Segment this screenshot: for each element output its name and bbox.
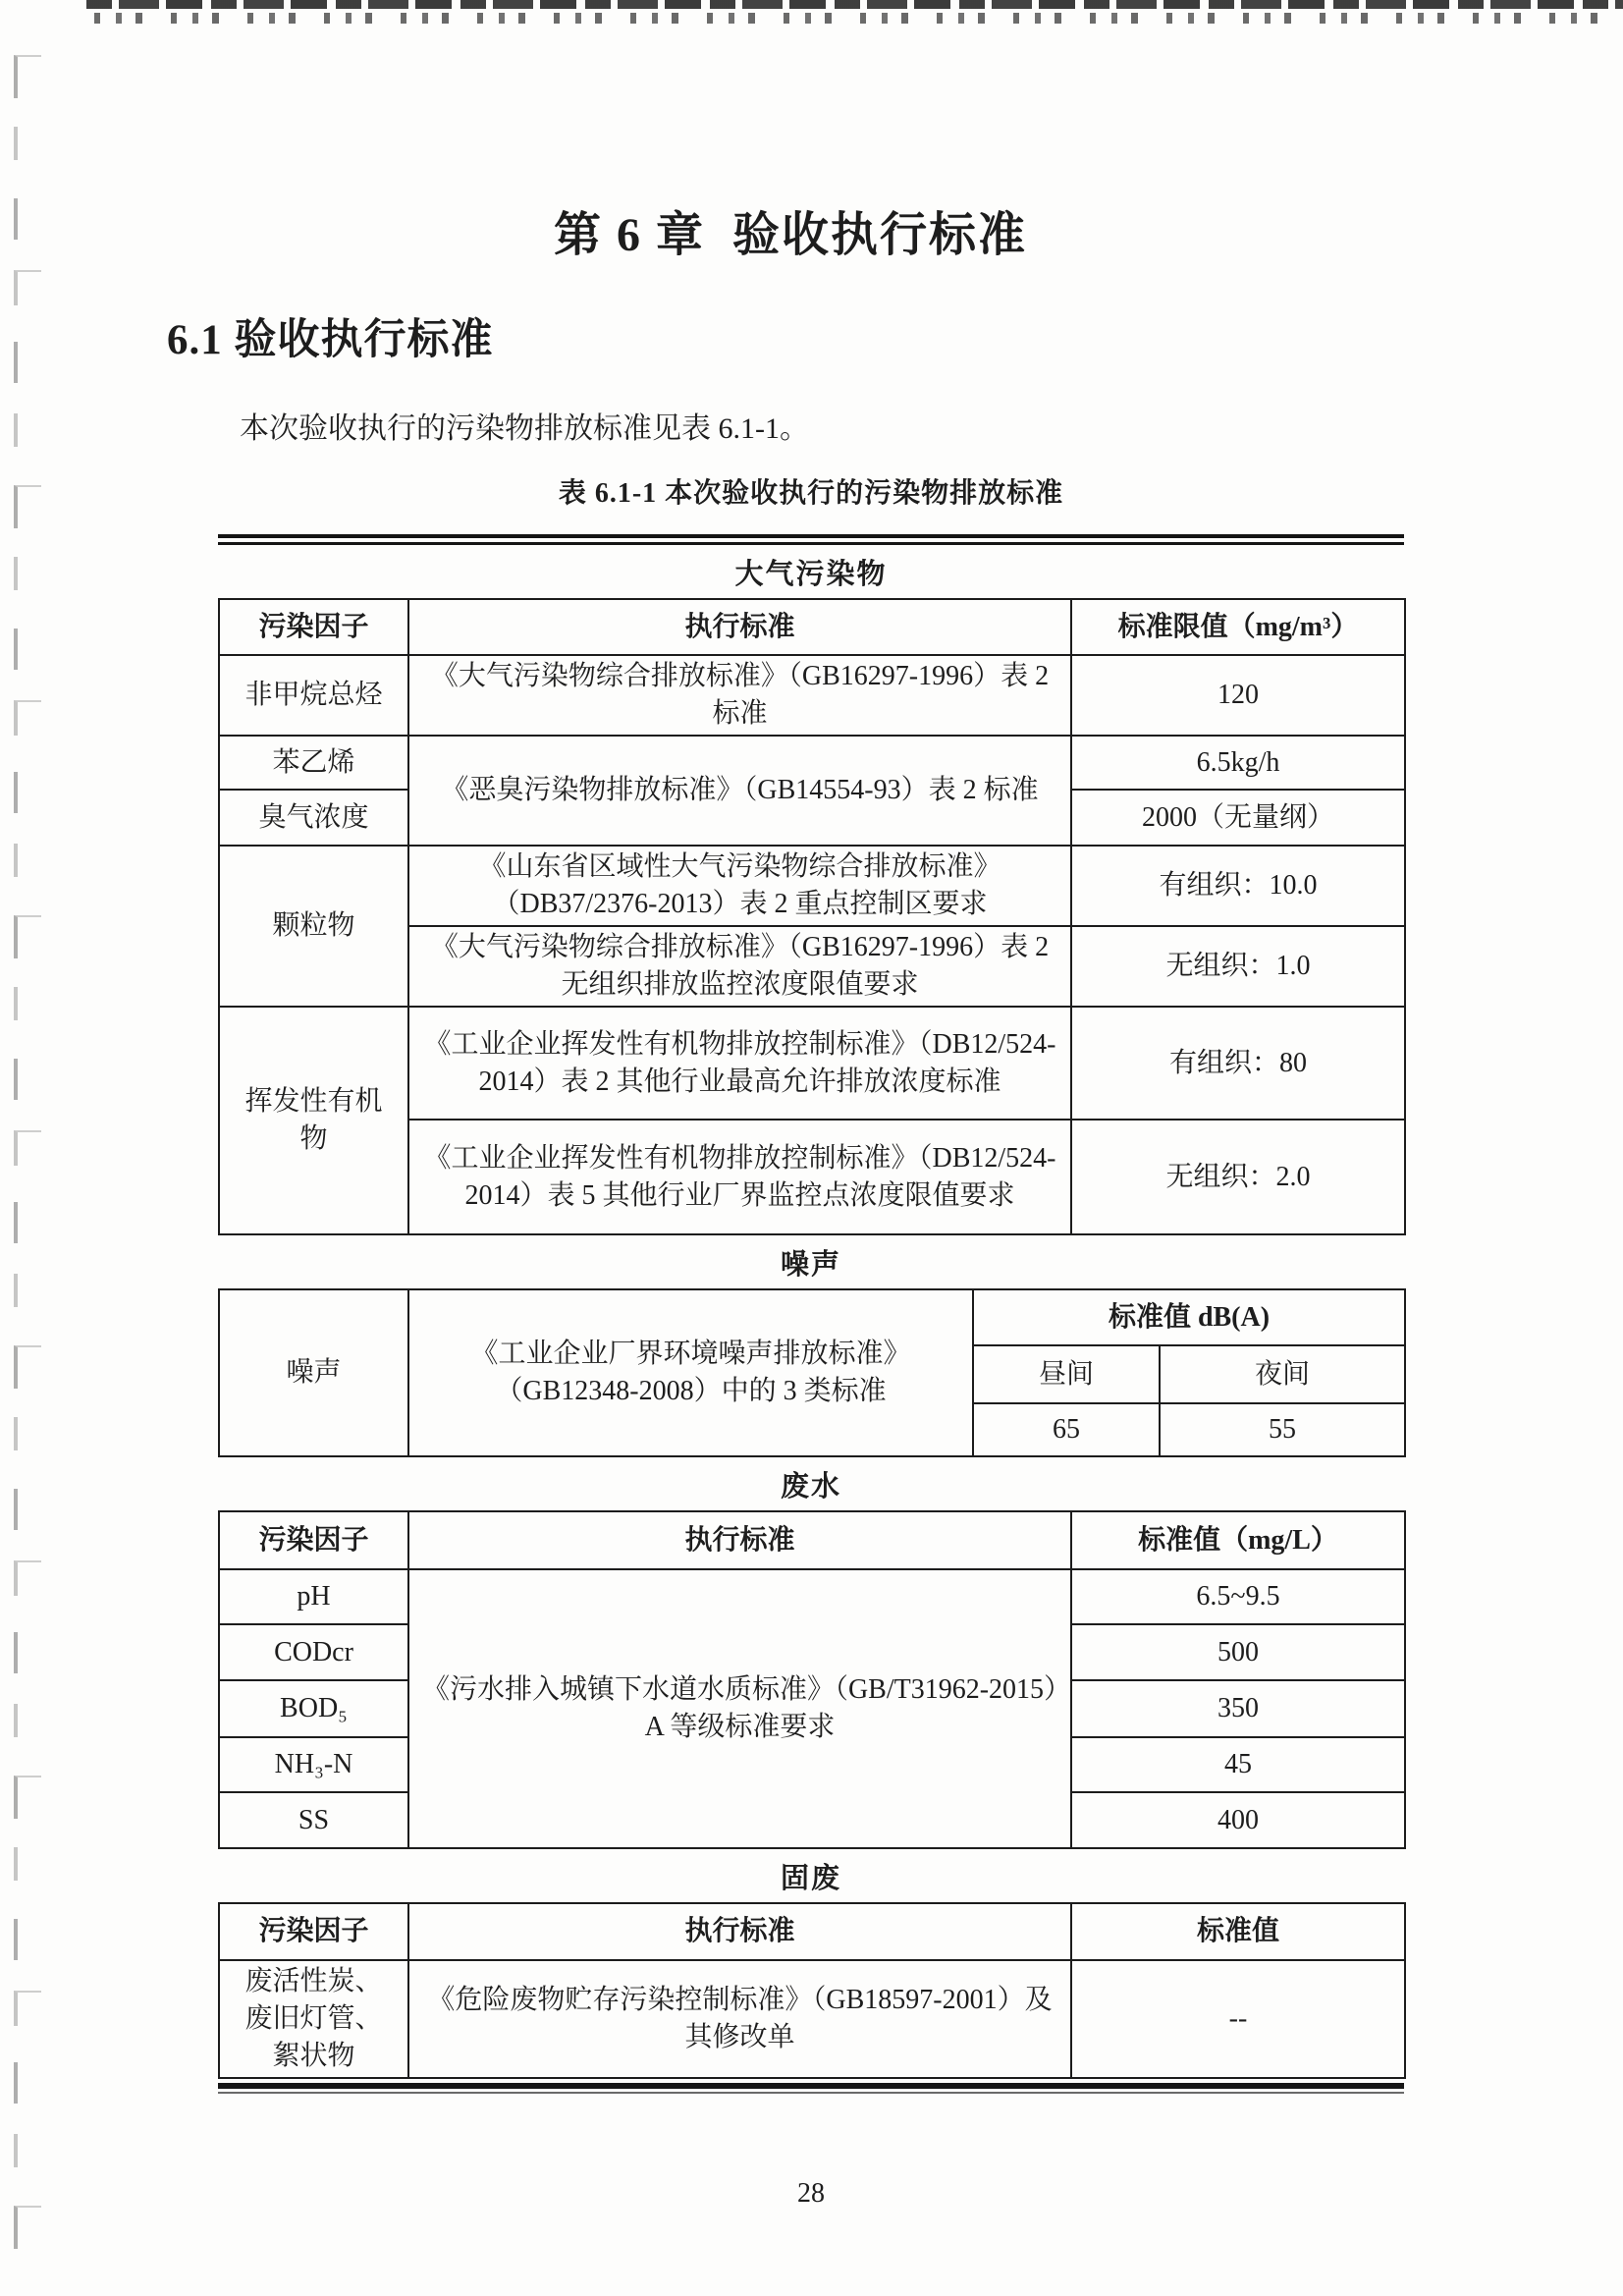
day-value-cell: 65 [973, 1403, 1160, 1456]
standard-cell: 《山东省区域性大气污染物综合排放标准》（DB37/2376-2013）表 2 重点控制区要求 [408, 846, 1071, 926]
factor-cell: 废活性炭、废旧灯管、絮状物 [219, 1960, 408, 2078]
air-col-limit: 标准限值（mg/m³） [1071, 599, 1405, 655]
limit-cell: 无组织：2.0 [1071, 1120, 1405, 1234]
factor-cell: 苯乙烯 [219, 736, 408, 790]
standard-cell: 《危险废物贮存污染控制标准》（GB18597-2001）及其修改单 [408, 1960, 1071, 2078]
intro-paragraph: 本次验收执行的污染物排放标准见表 6.1-1。 [240, 412, 809, 445]
limit-cell: -- [1071, 1960, 1405, 2078]
limit-cell: 无组织：1.0 [1071, 926, 1405, 1007]
water-col-factor: 污染因子 [219, 1511, 408, 1569]
air-col-standard: 执行标准 [408, 599, 1071, 655]
night-label-cell: 夜间 [1160, 1345, 1405, 1403]
factor-cell: BOD₅ [219, 1680, 408, 1737]
factor-cell: NH₃-N [219, 1737, 408, 1792]
band-wastewater: 废水 [780, 1470, 841, 1503]
section-heading: 6.1 验收执行标准 [167, 317, 494, 363]
limit-cell: 500 [1071, 1624, 1405, 1680]
limit-cell: 350 [1071, 1680, 1405, 1737]
standard-cell: 《工业企业厂界环境噪声排放标准》（GB12348-2008）中的 3 类标准 [408, 1289, 973, 1456]
solid-waste-table [218, 1902, 1406, 2079]
factor-cell: 挥发性有机物 [219, 1007, 408, 1234]
limit-cell: 有组织：80 [1071, 1007, 1405, 1120]
factor-cell: pH [219, 1569, 408, 1624]
noise-value-header: 标准值 dB(A) [973, 1289, 1405, 1345]
standard-cell: 《工业企业挥发性有机物排放控制标准》（DB12/524-2014）表 5 其他行业厂界监控点浓度限值要求 [408, 1120, 1071, 1234]
standard-cell: 《大气污染物综合排放标准》（GB16297-1996）表 2 标准 [408, 655, 1071, 736]
water-col-limit: 标准值（mg/L） [1071, 1511, 1405, 1569]
solid-col-limit: 标准值 [1071, 1903, 1405, 1960]
wastewater-table [218, 1510, 1406, 1849]
noise-table [218, 1288, 1406, 1457]
limit-cell: 有组织：10.0 [1071, 846, 1405, 926]
factor-cell: CODcr [219, 1624, 408, 1680]
standards-table [218, 534, 1404, 2094]
limit-cell: 6.5kg/h [1071, 736, 1405, 790]
limit-cell: 400 [1071, 1792, 1405, 1848]
standard-cell: 《大气污染物综合排放标准》（GB16297-1996）表 2 无组织排放监控浓度限值要求 [408, 926, 1071, 1007]
band-noise: 噪声 [780, 1248, 841, 1281]
table-row [219, 1007, 1405, 1120]
factor-cell: 噪声 [219, 1289, 408, 1456]
night-value-cell: 55 [1160, 1403, 1405, 1456]
limit-cell: 2000（无量纲） [1071, 790, 1405, 846]
table-top-rule [218, 534, 1404, 545]
limit-cell: 6.5~9.5 [1071, 1569, 1405, 1624]
table-row [219, 1569, 1405, 1624]
standard-cell: 《工业企业挥发性有机物排放控制标准》（DB12/524-2014）表 2 其他行业最高允许排放浓度标准 [408, 1007, 1071, 1120]
factor-cell: SS [219, 1792, 408, 1848]
air-col-factor: 污染因子 [219, 599, 408, 655]
table-caption: 表 6.1-1 本次验收执行的污染物排放标准 [558, 478, 1064, 509]
table-row [219, 1960, 1405, 2078]
table-row [219, 736, 1405, 790]
solid-col-factor: 污染因子 [219, 1903, 408, 1960]
page-number: 28 [797, 2178, 825, 2209]
table-row [219, 846, 1405, 926]
standard-cell: 《污水排入城镇下水道水质标准》（GB/T31962-2015）A 等级标准要求 [408, 1569, 1071, 1848]
water-col-standard: 执行标准 [408, 1511, 1071, 1569]
band-air: 大气污染物 [734, 558, 888, 590]
standard-cell: 《恶臭污染物排放标准》（GB14554-93）表 2 标准 [408, 736, 1071, 846]
limit-cell: 45 [1071, 1737, 1405, 1792]
factor-cell: 颗粒物 [219, 846, 408, 1007]
document-page [167, 0, 1414, 2210]
factor-cell: 非甲烷总烃 [219, 655, 408, 736]
table-row [219, 1289, 1405, 1345]
air-pollutants-table [218, 598, 1406, 1235]
solid-col-standard: 执行标准 [408, 1903, 1071, 1960]
limit-cell: 120 [1071, 655, 1405, 736]
factor-cell: 臭气浓度 [219, 790, 408, 846]
band-solid-waste: 固废 [780, 1862, 841, 1894]
table-row [219, 655, 1405, 736]
left-edge-binding-marks [0, 0, 59, 2296]
day-label-cell: 昼间 [973, 1345, 1160, 1403]
chapter-title: 第 6 章 验收执行标准 [553, 209, 1027, 261]
table-bottom-rule [218, 2083, 1404, 2094]
